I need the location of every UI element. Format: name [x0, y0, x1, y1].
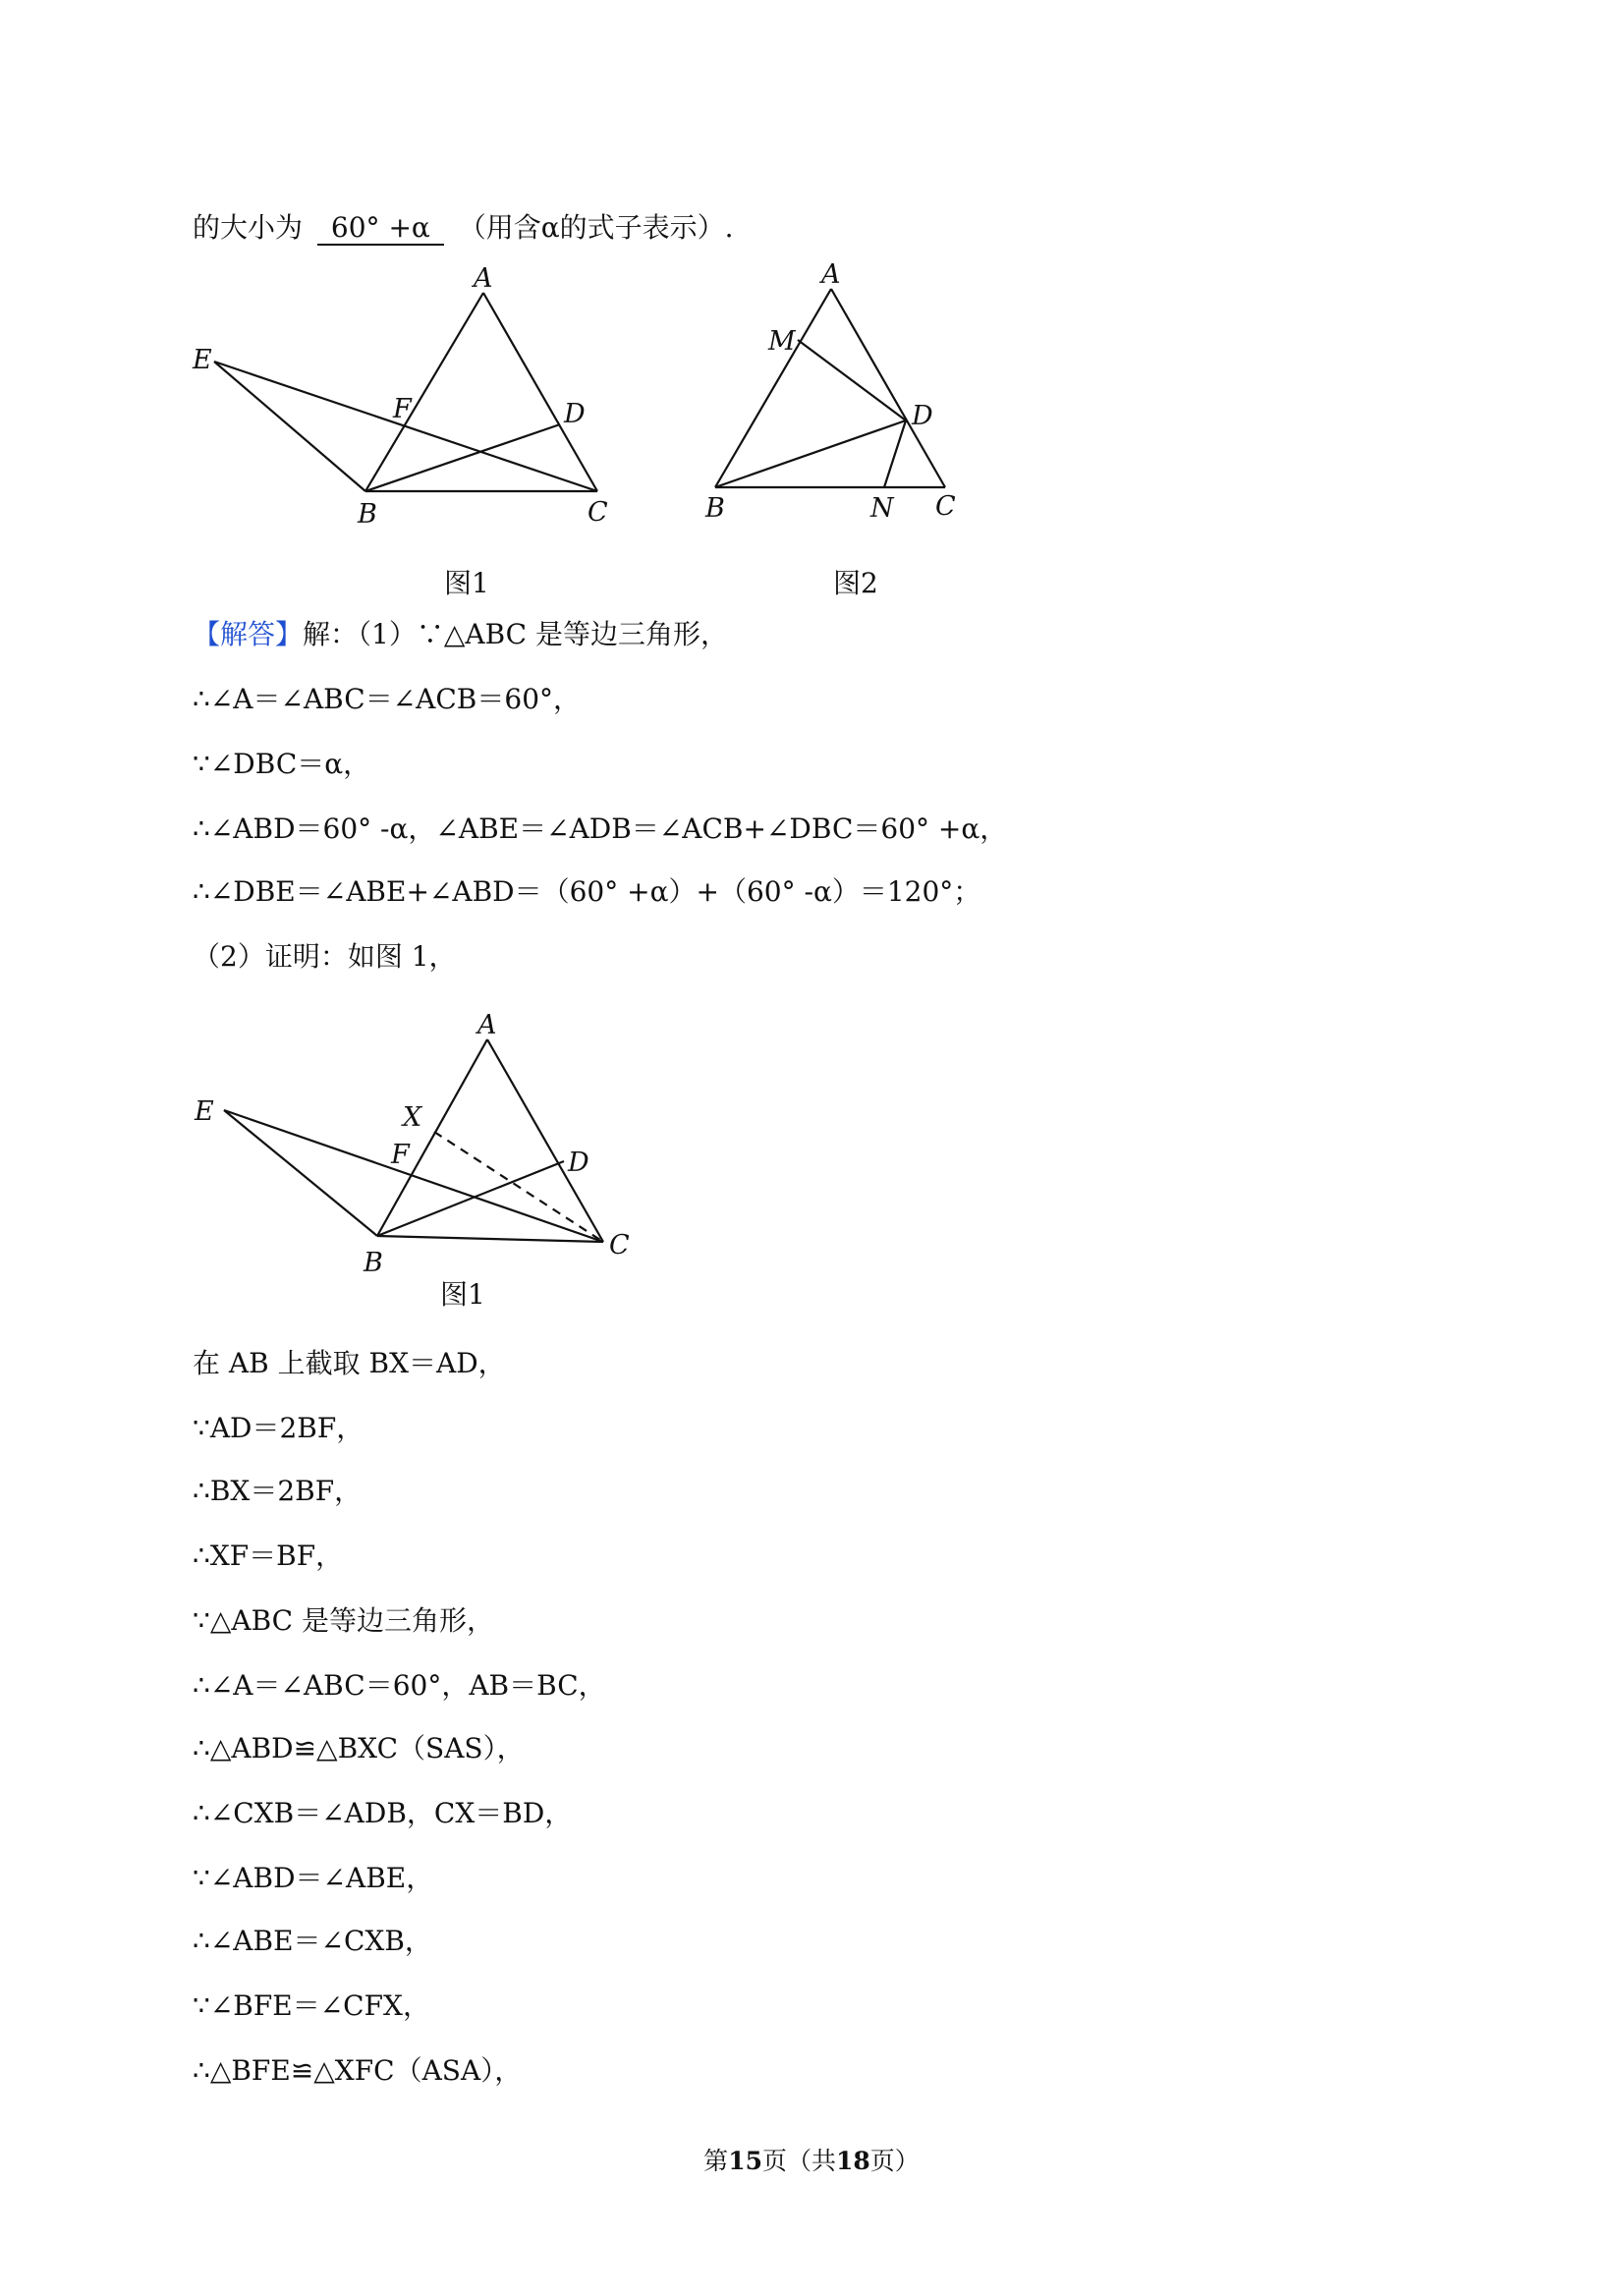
fig3-label-e: E	[195, 1096, 214, 1127]
fig1-label-d: D	[564, 399, 586, 429]
fig2-label-m: M	[768, 326, 796, 357]
footer-page-number: 15	[728, 2147, 762, 2175]
fig3-label-c: C	[609, 1230, 630, 1260]
solution-line-3: ∵∠DBC＝α，	[193, 748, 371, 780]
fig3-segment-eb	[224, 1110, 377, 1236]
solution-line-6: （2）证明：如图 1，	[193, 940, 457, 973]
fig1-label-c: C	[588, 497, 608, 528]
fig3-segment-bc	[377, 1236, 603, 1242]
proof-line-11: ∵∠BFE＝∠CFX，	[193, 1989, 430, 2022]
proof-line-8: ∴∠CXB＝∠ADB，CX＝BD，	[193, 1797, 573, 1829]
fig1-label-b: B	[358, 499, 377, 530]
fig3-label-b: B	[364, 1248, 383, 1278]
fig1-label-f: F	[393, 394, 412, 424]
fig3-caption: 图1	[440, 1278, 485, 1311]
footer-mid: 页（共	[761, 2147, 836, 2175]
fig3-label-a: A	[477, 1010, 497, 1040]
fig3-segment-ac	[487, 1039, 603, 1242]
fig2-label-n: N	[870, 493, 894, 524]
fig2-label-a: A	[821, 259, 841, 290]
footer-post: 页）	[869, 2147, 920, 2175]
proof-line-5: ∵△ABC 是等边三角形，	[193, 1604, 494, 1637]
solution-tag: 【解答】	[193, 618, 304, 650]
solution-line-4: ∴∠ABD＝60° -α，∠ABE＝∠ADB＝∠ACB+∠DBC＝60° +α，	[193, 812, 1008, 845]
answer-suffix: （用含α的式子表示）.	[458, 211, 734, 244]
fig2-caption: 图2	[833, 567, 878, 599]
page-footer	[0, 2142, 1623, 2177]
fig2-label-b: B	[705, 493, 725, 524]
solution-line-5: ∴∠DBE＝∠ABE+∠ABD＝（60° +α）+（60° -α）＝120°；	[193, 875, 981, 908]
solution-text-1: 解：（1）∵△ABC 是等边三角形，	[303, 618, 729, 650]
proof-line-10: ∴∠ABE＝∠CXB，	[193, 1925, 432, 1957]
fig3-segment-ab	[377, 1039, 487, 1236]
answer-prefix: 的大小为	[193, 211, 304, 244]
proof-line-2: ∵AD＝2BF，	[193, 1412, 364, 1444]
fig3-label-x: X	[403, 1102, 422, 1133]
fig1-caption: 图1	[444, 567, 489, 599]
proof-line-7: ∴△ABD≌△BXC（SAS），	[193, 1732, 525, 1764]
fig1-label-e: E	[193, 345, 212, 375]
proof-line-4: ∴XF＝BF，	[193, 1540, 344, 1572]
footer-pre: 第	[703, 2147, 729, 2175]
solution-line-2: ∴∠A＝∠ABC＝∠ACB＝60°，	[193, 683, 582, 715]
proof-line-12: ∴△BFE≌△XFC（ASA），	[193, 2054, 523, 2087]
fig2-label-d: D	[912, 401, 933, 431]
proof-line-1: 在 AB 上截取 BX＝AD，	[193, 1347, 506, 1379]
fig1-label-a: A	[474, 263, 493, 294]
fig2-label-c: C	[935, 491, 956, 522]
answer-blank: 60° +α	[317, 212, 444, 246]
fig3-label-d: D	[568, 1148, 589, 1178]
proof-line-9: ∵∠ABD＝∠ABE，	[193, 1862, 434, 1894]
proof-line-6: ∴∠A＝∠ABC＝60°，AB＝BC，	[193, 1669, 606, 1702]
footer-total-pages: 18	[836, 2147, 870, 2175]
proof-line-3: ∴BX＝2BF，	[193, 1475, 363, 1507]
fig3-label-f: F	[391, 1140, 410, 1170]
